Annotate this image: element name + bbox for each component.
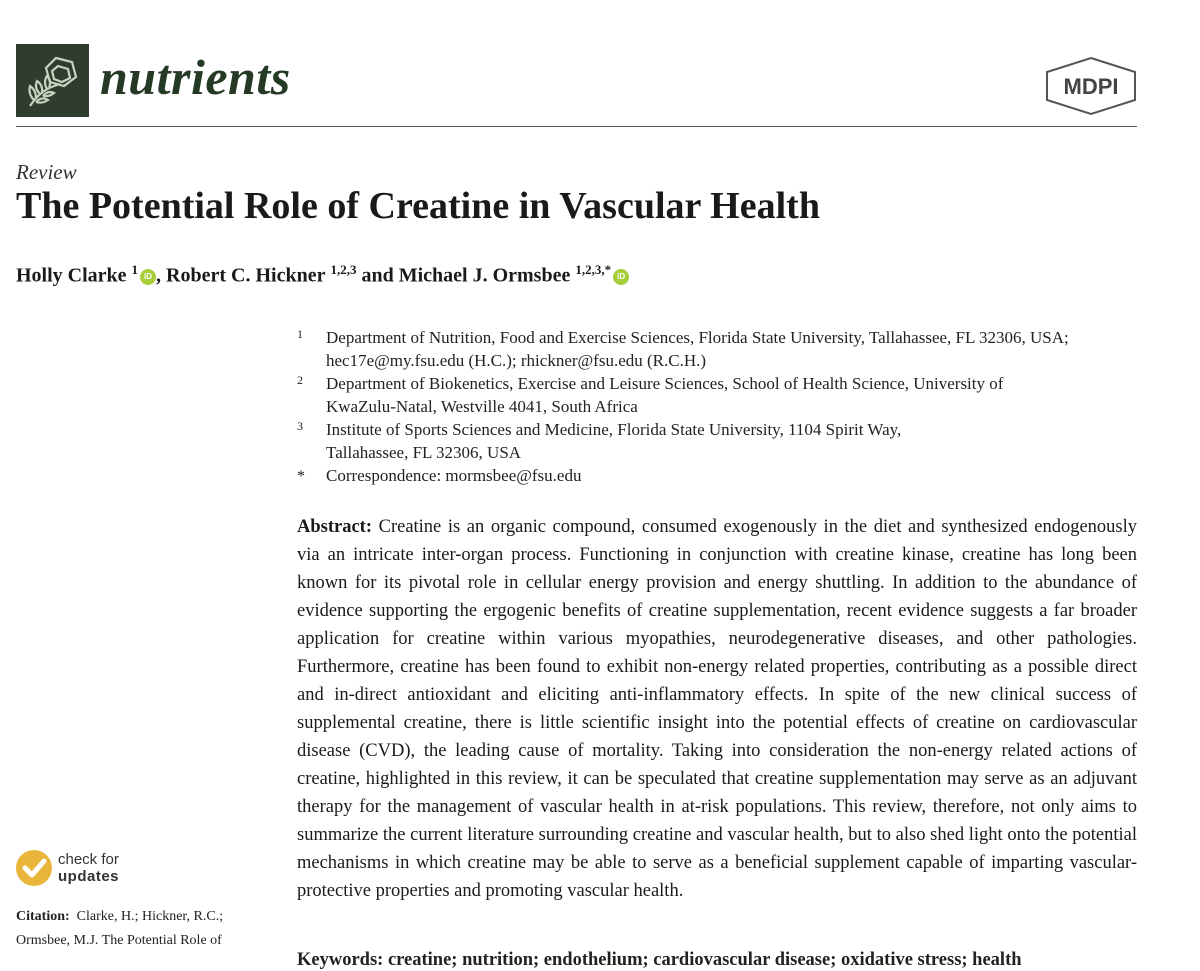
nutrients-logo-icon [16,44,89,117]
abstract [297,513,1137,905]
author-name[interactable]: Holly Clarke [16,264,127,287]
affiliation-text: Tallahassee, FL 32306, USA [326,443,522,462]
author-name[interactable]: Michael J. Ormsbee [398,264,571,287]
affiliation-text: hec17e@my.fsu.edu (H.C.); rhickner@fsu.edu (R.C.H.) [326,351,707,370]
journal-name: nutrients [100,49,291,105]
author-separator: , [156,264,167,287]
affiliation-mark: 3 [297,419,303,433]
affiliation-text: Department of Nutrition, Food and Exercise Sciences, Florida State University, Tallahassee, FL 32306, USA; [326,328,1069,347]
affiliation-item [297,372,1147,418]
check-icon [16,850,52,886]
affiliation-text: KwaZulu-Natal, Westville 4041, South Africa [326,397,638,416]
citation-block [16,905,266,953]
affiliation-item [297,464,1147,490]
author-affil-sup: 1,2,3,* [575,262,612,277]
author-affil-sup: 1,2,3 [330,262,357,277]
journal-logo [16,44,89,117]
orcid-icon[interactable]: iD [613,269,629,285]
article-title: The Potential Role of Creatine in Vascular Health [16,185,820,227]
affiliation-item [297,418,1147,464]
author-name[interactable]: Robert C. Hickner [166,264,326,287]
affiliation-text: Institute of Sports Sciences and Medicine, Florida State University, 1104 Spirit Way, [326,420,902,439]
author-affil-sup: 1 [131,262,139,277]
updates-label: updates [58,868,120,885]
citation-label: Citation: [16,909,70,924]
affiliations [297,326,1147,490]
author-separator: and [356,264,399,287]
publisher-name: MDPI [1063,74,1119,99]
article-type: Review [16,160,77,184]
keywords-partial: Keywords: creatine; nutrition; endothelium; cardiovascular disease; oxidative stress; health [297,950,1022,970]
author-list [16,262,629,288]
orcid-icon[interactable]: iD [140,269,156,285]
affiliation-mark: * [297,468,305,485]
affiliation-text: Department of Biokenetics, Exercise and Leisure Sciences, School of Health Science, University of [326,374,1004,393]
affiliation-mark: 2 [297,373,303,387]
abstract-label: Abstract: [297,517,373,537]
check-label: check for [58,851,119,868]
check-for-updates-button[interactable] [16,850,119,886]
mdpi-logo [1043,56,1139,116]
abstract-text: Creatine is an organic compound, consumed exogenously in the diet and synthesized endogenously via an intricate inter-organ process. Functioning in conjunction with creatine kinase, creatine has long been known for its pivotal role in cellular energy provision and energy shuttling. In addition to the abundance of evidence supporting the ergogenic benefits of creatine supplementation, recent evidence suggests a far broader application for creatine within various myopathies, neurodegenerative diseases, and other pathologies. Furthermore, creatine has been found to exhibit non-energy related properties, contributing as a possible direct and in-direct antioxidant and eliciting anti-inflammatory effects. In spite of the new clinical success of supplemental creatine, there is little scientific insight into the potential effects of creatine on cardiovascular disease (CVD), the leading cause of mortality. Taking into consideration the non-energy related actions of creatine, highlighted in this review, it can be speculated that creatine supplementation may serve as an adjuvant therapy for the management of vascular health in at-risk populations. This review, therefore, not only aims to summarize the current literature surrounding creatine and vascular health, but to also shed light onto the potential mechanisms in which creatine may be able to serve as a beneficial supplement capable of imparting vascular-protective properties and promoting vascular health. [297,517,1138,901]
header-divider [16,126,1137,127]
correspondence-text[interactable]: Correspondence: mormsbee@fsu.edu [326,466,582,485]
citation-text: Clarke, H.; Hickner, R.C.; Ormsbee, M.J. The Potential Role of [16,909,224,948]
affiliation-item [297,326,1147,372]
affiliation-mark: 1 [297,327,303,341]
